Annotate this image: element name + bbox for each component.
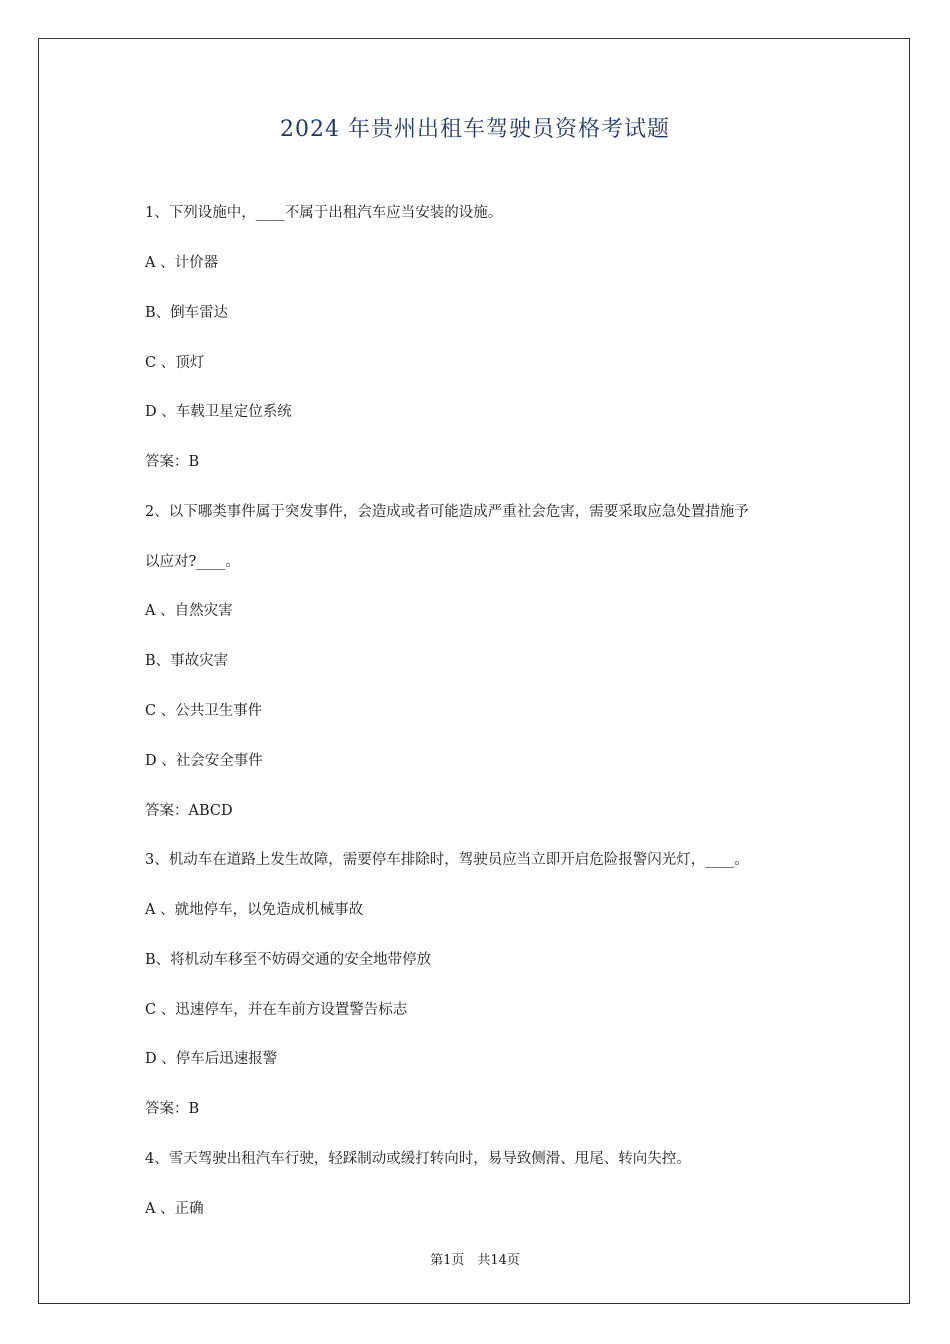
- question-3-answer: 答案：B: [145, 1101, 200, 1117]
- question-4-text: 4、雪天驾驶出租汽车行驶，轻踩制动或缓打转向时，易导致侧滑、甩尾、转向失控。: [145, 1151, 691, 1167]
- question-1-option-b: B、倒车雷达: [145, 305, 229, 321]
- question-2-text-continued: 以应对?____。: [145, 554, 240, 570]
- question-1-option-a: A 、计价器: [145, 255, 219, 271]
- question-3-option-b: B、将机动车移至不妨碍交通的安全地带停放: [145, 952, 432, 968]
- question-3-option-c: C 、迅速停车，并在车前方设置警告标志: [145, 1002, 408, 1018]
- question-4-option-a: A 、正确: [145, 1201, 204, 1217]
- question-2-option-c: C 、公共卫生事件: [145, 703, 263, 719]
- document-title: 2024 年贵州出租车驾驶员资格考试题: [280, 117, 670, 142]
- question-3-option-d: D 、停车后迅速报警: [145, 1051, 278, 1067]
- question-2-text: 2、以下哪类事件属于突发事件，会造成或者可能造成严重社会危害，需要采取应急处置措施予: [145, 504, 749, 520]
- question-2-option-d: D 、社会安全事件: [145, 753, 263, 769]
- question-3-option-a: A 、就地停车，以免造成机械事故: [145, 902, 364, 918]
- question-2-option-a: A 、自然灾害: [145, 603, 233, 619]
- question-1-option-c: C 、顶灯: [145, 355, 205, 371]
- question-1-option-d: D 、车载卫星定位系统: [145, 404, 292, 420]
- question-3-text: 3、机动车在道路上发生故障，需要停车排除时，驾驶员应当立即开启危险报警闪光灯，____。: [145, 852, 749, 868]
- question-1-answer: 答案：B: [145, 454, 200, 470]
- page-footer: 第1页 共14页: [430, 1253, 520, 1268]
- question-2-answer: 答案：ABCD: [145, 803, 233, 819]
- question-1-text: 1、下列设施中，____不属于出租汽车应当安装的设施。: [145, 205, 503, 221]
- question-2-option-b: B、事故灾害: [145, 653, 229, 669]
